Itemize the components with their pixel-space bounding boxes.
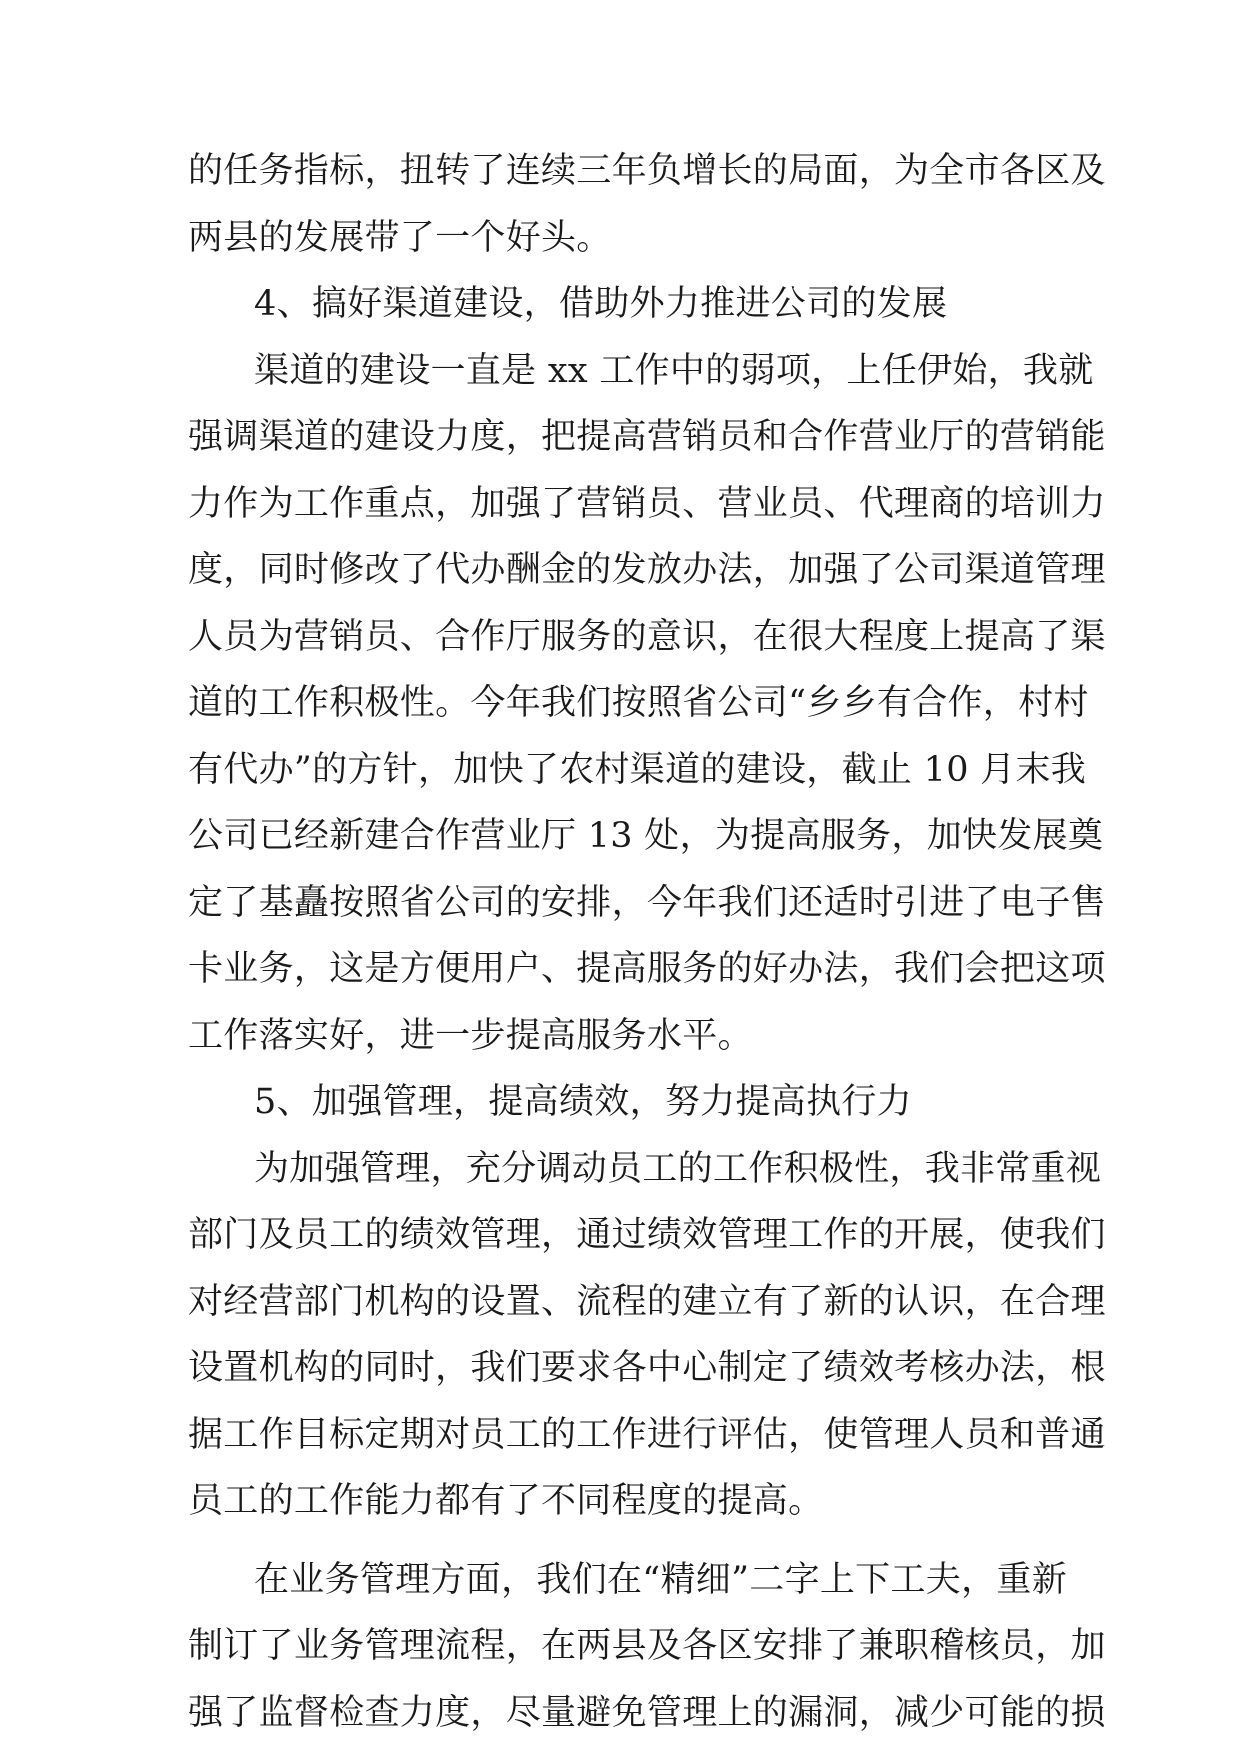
section-heading: 5、加强管理，提高绩效，努力提高执行力 [254, 1082, 912, 1122]
text-line: 部门及员工的绩效管理，通过绩效管理工作的开展，使我们 [188, 1215, 1106, 1255]
text-line: 有代办”的方针，加快了农村渠道的建设，截止 10 月末我 [188, 749, 1087, 790]
text-line: 人员为营销员、合作厅服务的意识，在很大程度上提高了渠 [188, 616, 1106, 657]
text-line: 强调渠道的建设力度，把提高营销员和合作营业厅的营销能 [188, 417, 1106, 457]
text-line: 强了监督检查力度，尽量避免管理上的漏洞，减少可能的损 [188, 1692, 1106, 1733]
text-line: 对经营部门机构的设置、流程的建立有了新的认识，在合理 [188, 1281, 1106, 1322]
text-line: 力作为工作重点，加强了营销员、营业员、代理商的培训力 [188, 483, 1106, 524]
text-line: 道的工作积极性。今年我们按照省公司“乡乡有合作，村村 [188, 683, 1089, 723]
text-line: 两县的发展带了一个好头。 [188, 217, 612, 258]
text-line: 卡业务，这是方便用户、提高服务的好办法，我们会把这项 [188, 949, 1106, 989]
document-body [188, 138, 1106, 1746]
text-line: 设置机构的同时，我们要求各中心制定了绩效考核办法，根 [188, 1348, 1106, 1388]
text-line: 在业务管理方面，我们在“精细”二字上下工夫，重新 [254, 1559, 1067, 1600]
text-line: 员工的工作能力都有了不同程度的提高。 [188, 1481, 824, 1521]
section-heading: 4、搞好渠道建设，借助外力推进公司的发展 [254, 284, 948, 324]
text-line: 渠道的建设一直是 xx 工作中的弱项，上任伊始，我就 [254, 350, 1094, 391]
text-line: 公司已经新建合作营业厅 13 处，为提高服务，加快发展奠 [188, 816, 1104, 856]
text-line: 为加强管理，充分调动员工的工作积极性，我非常重视 [254, 1148, 1102, 1189]
text-line: 度，同时修改了代办酬金的发放办法，加强了公司渠道管理 [188, 550, 1106, 590]
text-line: 定了基矗按照省公司的安排，今年我们还适时引进了电子售 [188, 882, 1106, 923]
text-line: 据工作目标定期对员工的工作进行评估，使管理人员和普通 [188, 1414, 1106, 1455]
text-line: 的任务指标，扭转了连续三年负增长的局面，为全市各区及 [188, 151, 1106, 191]
text-line: 工作落实好，进一步提高服务水平。 [188, 1015, 753, 1056]
text-line: 制订了业务管理流程，在两县及各区安排了兼职稽核员，加 [188, 1626, 1106, 1666]
paragraph-gap [188, 1535, 1054, 1547]
